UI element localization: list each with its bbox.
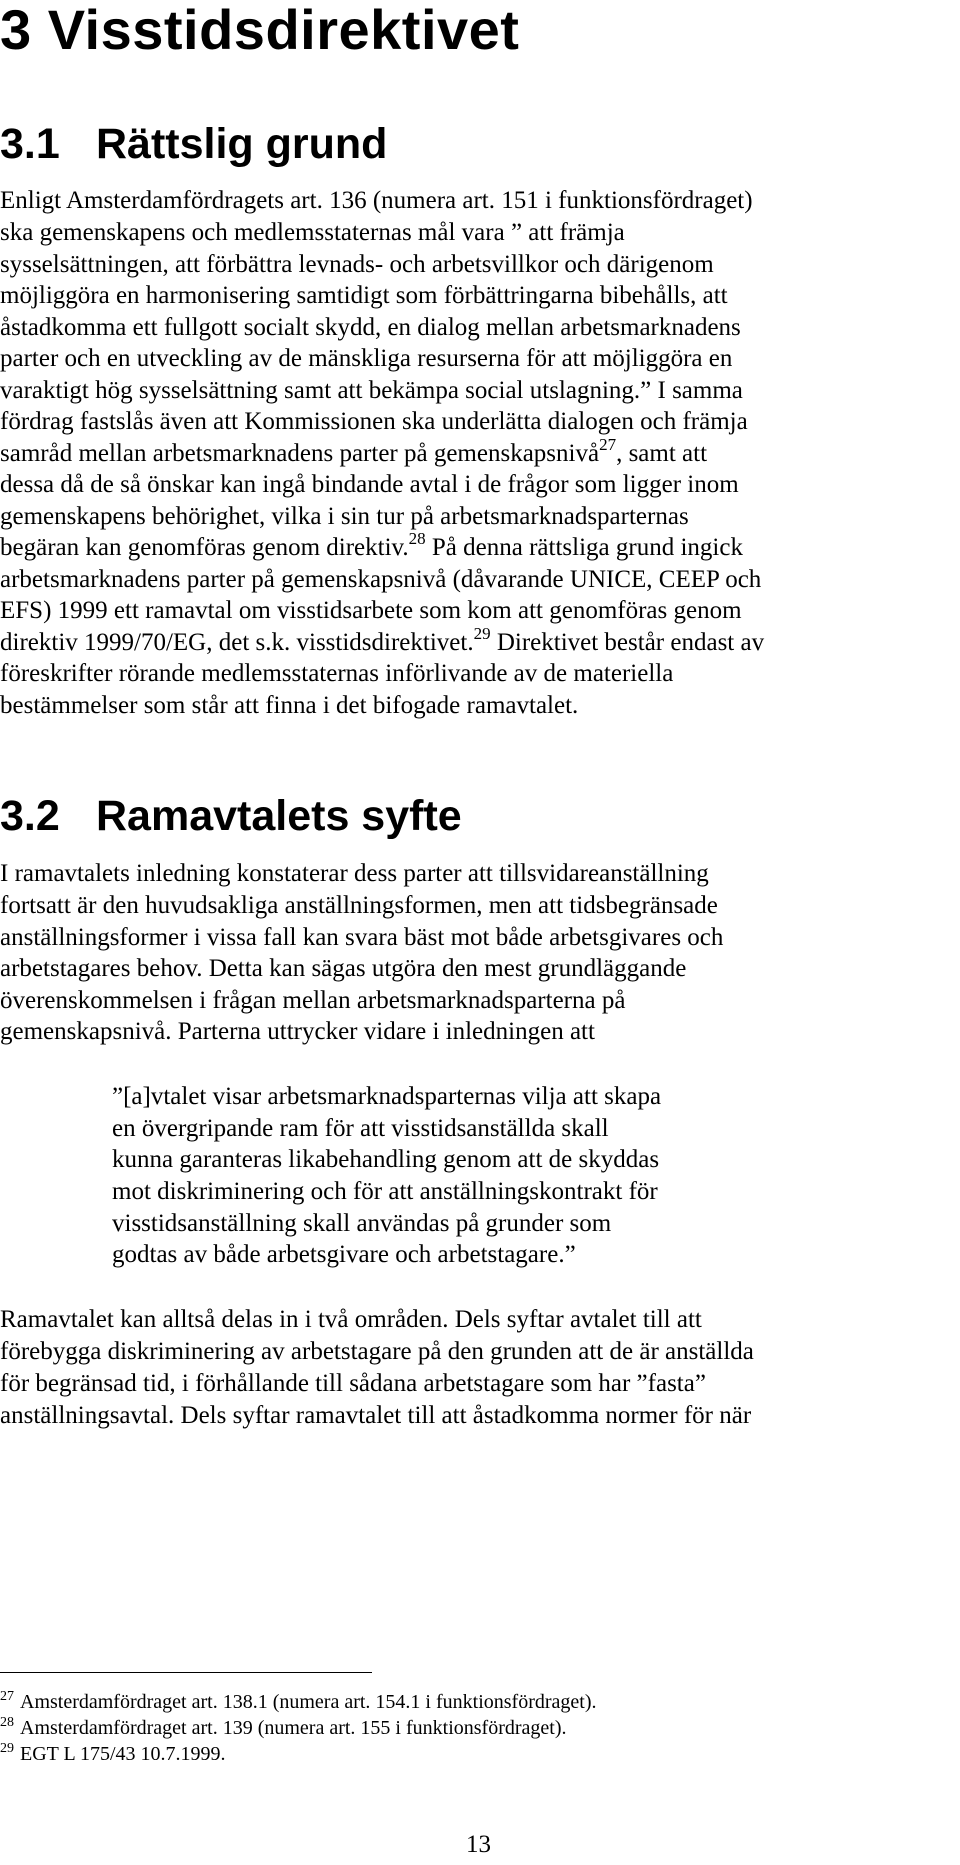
- text-span: samråd mellan arbetsmarknadens parter på gemenskapsnivå: [0, 440, 600, 467]
- text-line: gemenskapens behörighet, vilka i sin tur på arbetsmarknadsparternas: [0, 503, 689, 530]
- quote-line: ”[a]vtalet visar arbetsmarknadsparternas vilja att skapa: [112, 1083, 662, 1110]
- footnote-number: 29: [0, 1741, 14, 1756]
- text-line: parter och en utveckling av de mänskliga resurserna för att möjliggöra en: [0, 345, 733, 372]
- footnote-ref[interactable]: 27: [599, 435, 617, 454]
- text-line: för begränsad tid, i förhållande till sådana arbetstagare som har ”fasta”: [0, 1370, 706, 1397]
- footnote-number: 27: [0, 1689, 14, 1704]
- text-span: direktiv 1999/70/EG, det s.k. visstidsdirektivet.: [0, 629, 474, 656]
- section-number: 3.1: [0, 120, 60, 168]
- text-line: sysselsättningen, att förbättra levnads- och arbetsvillkor och därigenom: [0, 251, 714, 278]
- text-span: På denna rättsliga grund ingick: [425, 534, 743, 561]
- quote-line: visstidsanställning skall användas på grunder som: [112, 1210, 612, 1237]
- text-line: EFS) 1999 ett ramavtal om visstidsarbete som kom att genomföras genom: [0, 597, 742, 624]
- text-line: gemenskapsnivå. Parterna uttrycker vidare i inledningen att: [0, 1018, 595, 1045]
- text-line: överenskommelsen i frågan mellan arbetsmarknadsparterna på: [0, 987, 626, 1014]
- text-line: förebygga diskriminering av arbetstagare på den grunden att de är anställda: [0, 1338, 754, 1365]
- text-span: Direktivet består endast av: [490, 629, 765, 656]
- text-line: åstadkomma ett fullgott socialt skydd, en dialog mellan arbetsmarknadens: [0, 314, 741, 341]
- footnote-ref[interactable]: 29: [473, 624, 491, 643]
- text-line: möjliggöra en harmonisering samtidigt som förbättringarna bibehålls, att: [0, 282, 728, 309]
- page-number: 13: [466, 1831, 491, 1858]
- text-line: arbetstagares behov. Detta kan sägas utgöra den mest grundläggande: [0, 955, 687, 982]
- quote-line: mot diskriminering och för att anställningskontrakt för: [112, 1178, 658, 1205]
- footnote-number: 28: [0, 1715, 14, 1730]
- section-heading-3-2: [0, 792, 462, 840]
- footnote-text: EGT L 175/43 10.7.1999.: [20, 1743, 226, 1765]
- text-span: , samt att: [616, 440, 708, 467]
- footnote-ref[interactable]: 28: [408, 529, 426, 548]
- quote-line: en övergripande ram för att visstidsanställda skall: [112, 1115, 609, 1142]
- text-line: varaktigt hög sysselsättning samt att bekämpa social utslagning.” I samma: [0, 377, 743, 404]
- text-line: Enligt Amsterdamfördragets art. 136 (numera art. 151 i funktionsfördraget): [0, 187, 753, 214]
- footnote: [0, 1740, 226, 1771]
- text-line: Ramavtalet kan alltså delas in i två områden. Dels syftar avtalet till att: [0, 1306, 702, 1333]
- chapter-heading: 3 Visstidsdirektivet: [0, 0, 520, 61]
- section-number: 3.2: [0, 792, 60, 840]
- text-line: dessa då de så önskar kan ingå bindande avtal i de frågor som ligger inom: [0, 471, 739, 498]
- text-line: anställningsformer i vissa fall kan svara bäst mot både arbetsgivares och: [0, 924, 724, 951]
- section-heading-3-1: [0, 120, 387, 168]
- text-span: begäran kan genomföras genom direktiv.: [0, 534, 409, 561]
- text-line: anställningsavtal. Dels syftar ramavtalet till att åstadkomma normer för när: [0, 1402, 752, 1429]
- quote-line: godtas av både arbetsgivare och arbetstagare.”: [112, 1241, 576, 1268]
- text-line: I ramavtalets inledning konstaterar dess parter att tillsvidareanställning: [0, 860, 709, 887]
- section-title: Rättslig grund: [96, 120, 388, 168]
- section-title: Ramavtalets syfte: [96, 792, 462, 840]
- text-line: föreskrifter rörande medlemsstaternas införlivande av de materiella: [0, 660, 674, 687]
- text-line: ska gemenskapens och medlemsstaternas mål vara ” att främja: [0, 219, 625, 246]
- text-line: fördrag fastslås även att Kommissionen ska underlätta dialogen och främja: [0, 408, 748, 435]
- footnote-text: Amsterdamfördraget art. 138.1 (numera art. 154.1 i funktionsfördraget).: [20, 1691, 597, 1713]
- footnote-separator: [0, 1672, 372, 1673]
- text-line: fortsatt är den huvudsakliga anställningsformen, men att tidsbegränsade: [0, 892, 718, 919]
- footnote-text: Amsterdamfördraget art. 139 (numera art. 155 i funktionsfördraget).: [20, 1717, 567, 1739]
- quote-line: kunna garanteras likabehandling genom att de skyddas: [112, 1146, 660, 1173]
- text-line: bestämmelser som står att finna i det bifogade ramavtalet.: [0, 692, 579, 719]
- text-line: arbetsmarknadens parter på gemenskapsnivå (dåvarande UNICE, CEEP och: [0, 566, 762, 593]
